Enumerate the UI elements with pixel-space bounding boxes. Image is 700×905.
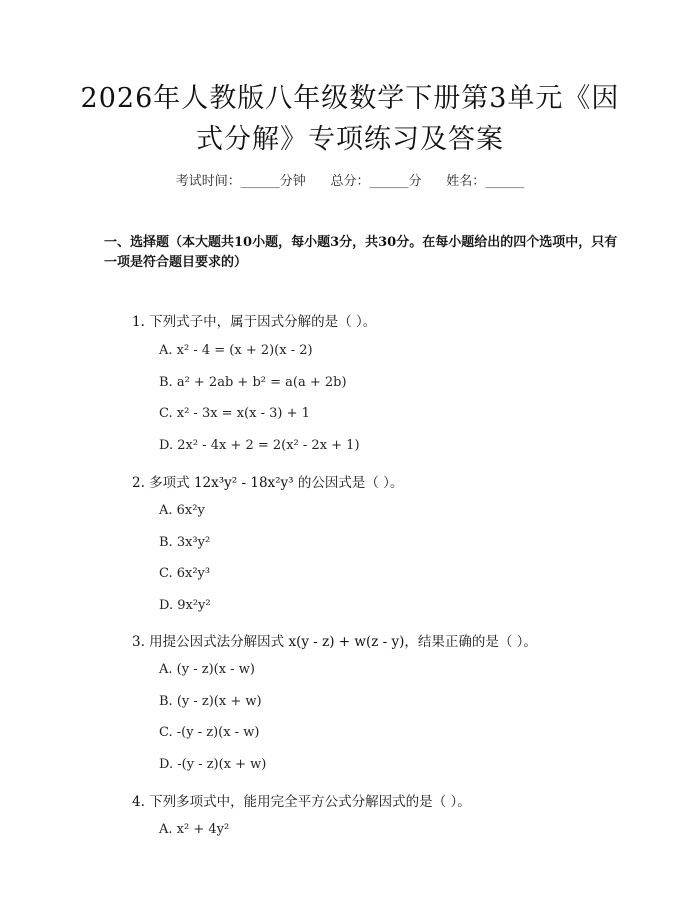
question-4-stem: 4. 下列多项式中，能用完全平方公式分解因式的是（ ）。 (132, 794, 471, 810)
question-3-option-b: B. (y - z)(x + w) (159, 694, 262, 709)
question-4-option-a: A. x² + 4y² (159, 822, 230, 837)
question-2-option-d: D. 9x²y² (159, 598, 211, 613)
question-2-stem: 2. 多项式 12x³y² - 18x²y³ 的公因式是（ ）。 (132, 475, 404, 491)
question-2-option-a: A. 6x²y (159, 503, 205, 518)
title-line-2: 式分解》专项练习及答案 (196, 124, 504, 155)
section-heading: 一、选择题（本大题共10小题，每小题3分，共30分。在每小题给出的四个选项中，只有一项是符合题目要求的） (104, 235, 618, 270)
document-title (60, 78, 640, 160)
question-1-option-a: A. x² - 4 = (x + 2)(x - 2) (159, 343, 313, 358)
question-1-stem: 1. 下列式子中，属于因式分解的是（ ）。 (132, 314, 377, 330)
question-3-option-a: A. (y - z)(x - w) (159, 662, 255, 677)
question-1-option-c: C. x² - 3x = x(x - 3) + 1 (159, 406, 310, 421)
exam-info-line: 考试时间：______分钟 总分：______分 姓名：______ (175, 174, 525, 189)
question-2-option-c: C. 6x²y³ (159, 566, 211, 581)
title-line-1: 2026年人教版八年级数学下册第3单元《因 (80, 83, 620, 114)
question-2-option-b: B. 3x³y² (159, 535, 211, 550)
question-3-option-d: D. -(y - z)(x + w) (159, 757, 267, 772)
question-3-stem: 3. 用提公因式法分解因式 x(y - z) + w(z - y)，结果正确的是（ ）。 (132, 634, 537, 650)
question-1-option-d: D. 2x² - 4x + 2 = 2(x² - 2x + 1) (159, 438, 360, 453)
question-1-option-b: B. a² + 2ab + b² = a(a + 2b) (159, 375, 347, 390)
question-3-option-c: C. -(y - z)(x - w) (159, 725, 260, 740)
